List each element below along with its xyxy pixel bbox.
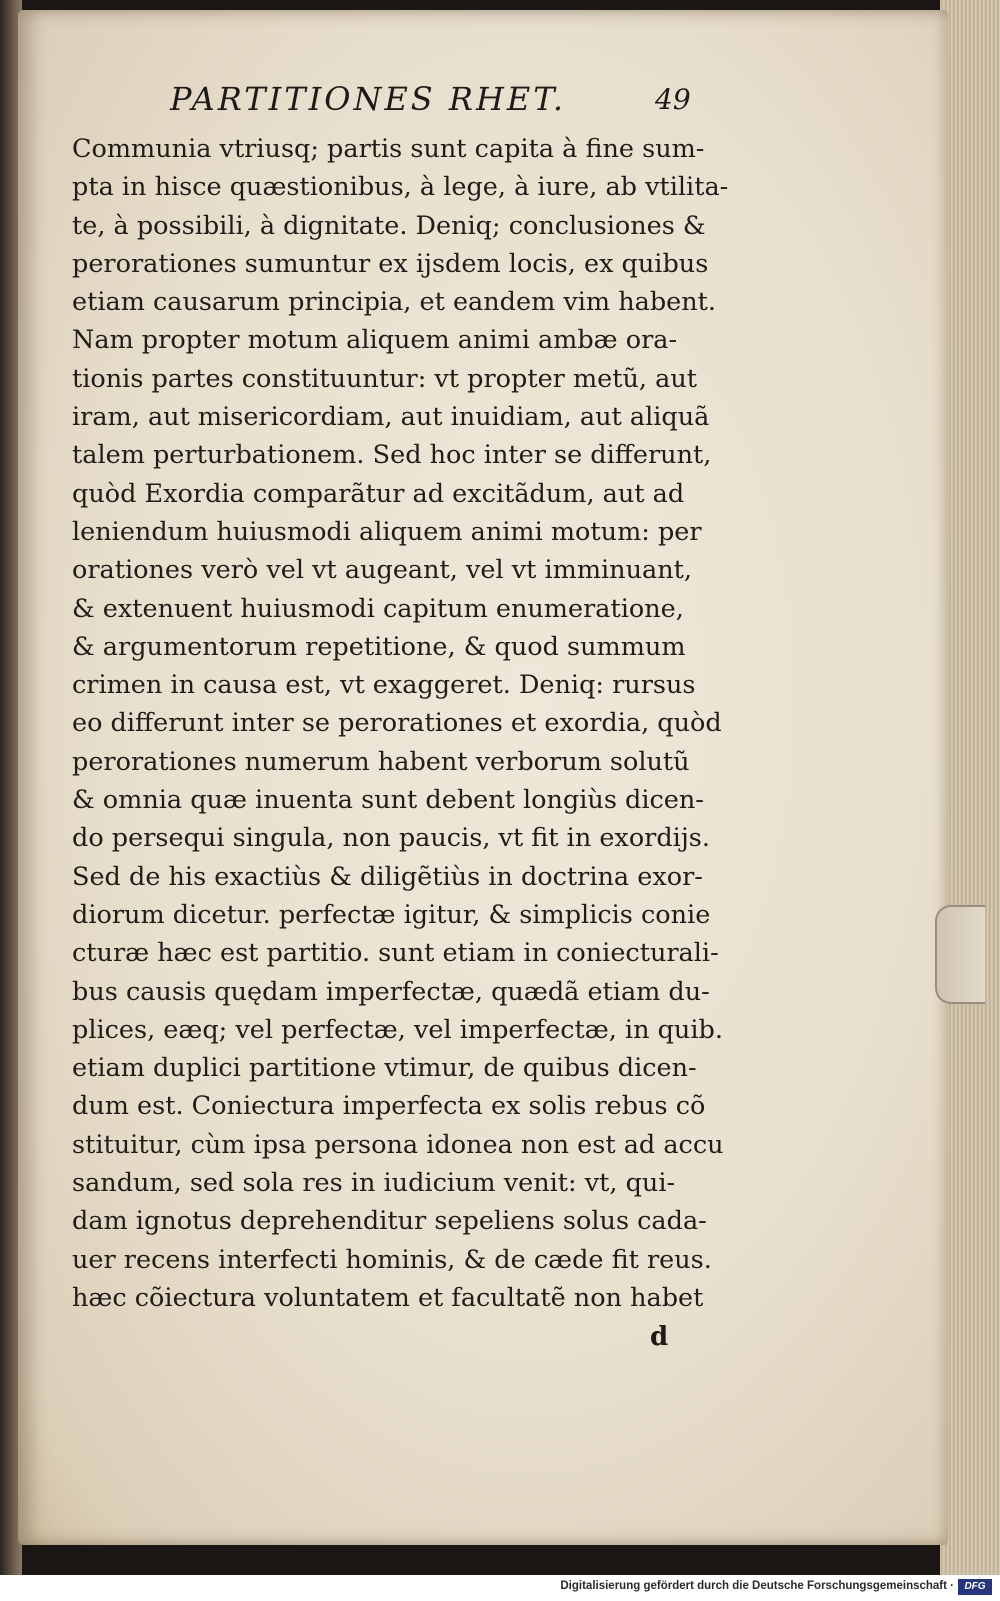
page-number: 49 xyxy=(655,83,691,116)
text-line: perorationes numerum habent verborum solutũ xyxy=(72,746,690,777)
running-header: PARTITIONES RHET. xyxy=(170,80,567,118)
text-line: Sed de his exactiùs & diligẽtiùs in doctrina exor- xyxy=(72,861,703,892)
digitization-footer xyxy=(0,1575,1000,1601)
text-line: stituitur, cùm ipsa persona idonea non est ad accu xyxy=(72,1129,724,1160)
text-line: pta in hisce quæstionibus, à lege, à iure, ab vtilita- xyxy=(72,172,729,203)
text-line: dum est. Coniectura imperfecta ex solis rebus cõ xyxy=(72,1091,706,1122)
dfg-logo-icon: DFG xyxy=(958,1579,992,1595)
text-line: eo differunt inter se perorationes et exordia, quòd xyxy=(72,708,722,739)
text-line: tionis partes constituuntur: vt propter metũ, aut xyxy=(72,363,697,394)
text-line: leniendum huiusmodi aliquem animi motum: per xyxy=(72,516,702,547)
text-line: uer recens interfecti hominis, & de cæde fit reus. xyxy=(72,1244,712,1275)
text-line: Communia vtriusq; partis sunt capita à fine sum- xyxy=(72,134,705,164)
text-line: talem perturbationem. Sed hoc inter se differunt, xyxy=(72,440,712,471)
text-line: & argumentorum repetitione, & quod summum xyxy=(72,631,686,662)
text-line: do persequi singula, non paucis, vt fit in exordijs. xyxy=(72,823,710,854)
text-line: crimen in causa est, vt exaggeret. Deniq: rursus xyxy=(72,670,696,701)
text-line: iram, aut misericordiam, aut inuidiam, aut aliquã xyxy=(72,402,710,433)
text-line: diorum dicetur. perfectæ igitur, & simplicis conie xyxy=(72,899,711,930)
text-line: plices, eæq; vel perfectæ, vel imperfectæ, in quib. xyxy=(72,1014,723,1045)
page-clip xyxy=(935,905,985,1004)
body-text xyxy=(72,130,732,1317)
text-line: hæc cõiectura voluntatem et facultatẽ non habet xyxy=(72,1282,704,1313)
text-line: te, à possibili, à dignitate. Deniq; conclusiones & xyxy=(72,210,706,241)
text-line: perorationes sumuntur ex ijsdem locis, ex quibus xyxy=(72,248,709,279)
text-line: Nam propter motum aliquem animi ambæ ora- xyxy=(72,325,678,356)
text-line: sandum, sed sola res in iudicium venit: vt, qui- xyxy=(72,1168,676,1199)
footer-credit: Digitalisierung gefördert durch die Deutsche Forschungsgemeinschaft · xyxy=(560,1580,954,1592)
page-stack-edge xyxy=(940,0,1000,1601)
text-line: etiam causarum principia, et eandem vim habent. xyxy=(72,287,717,318)
signature-mark: d xyxy=(650,1322,669,1352)
text-line: cturæ hæc est partitio. sunt etiam in coniecturali- xyxy=(72,938,719,969)
text-line: & omnia quæ inuenta sunt debent longiùs dicen- xyxy=(72,785,704,816)
text-line: orationes verò vel vt augeant, vel vt imminuant, xyxy=(72,555,693,586)
text-line: quòd Exordia comparãtur ad excitãdum, aut ad xyxy=(72,478,685,509)
text-line: & extenuent huiusmodi capitum enumeratione, xyxy=(72,593,684,624)
text-line: etiam duplici partitione vtimur, de quibus dicen- xyxy=(72,1053,697,1084)
text-line: dam ignotus deprehenditur sepeliens solus cada- xyxy=(72,1206,707,1237)
text-line: bus causis quędam imperfectæ, quædã etiam du- xyxy=(72,976,710,1007)
